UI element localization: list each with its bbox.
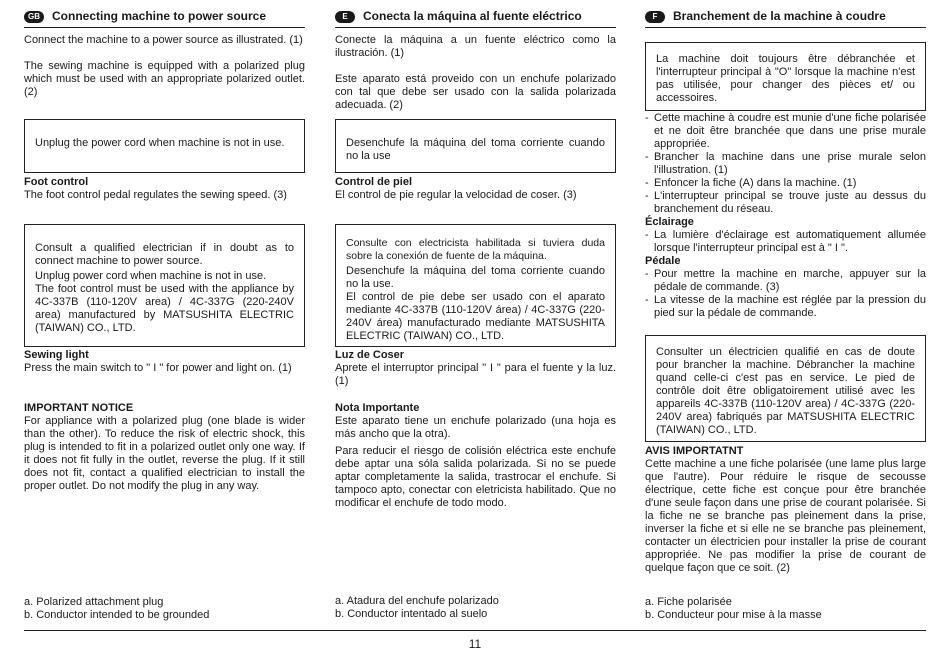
spanish-foot-control-title: Control de piel	[335, 176, 412, 188]
english-sewing-light-text: Press the main switch to " I " for power and light on. (1)	[24, 362, 292, 374]
french-heading	[645, 8, 926, 28]
english-notice-text: For appliance with a polarized plug (one blade is wider than the other). To reduce the risk of electric shock, this plug is intended to fit in a polarized outlet only one way. If it does not fit fully in the outlet, reverse the plug. If it still does not fit, contact a qualified electrician to install the proper outlet. Do not modify the plug in any way.	[24, 415, 305, 492]
spanish-intro	[335, 34, 616, 112]
french-unplug-text: La machine doit toujours être débranchée et l'interrupteur principal à "O" lorsque la machine n'est pas utilisée, pour changer des pièces et/ ou accessoires.	[656, 53, 915, 104]
spanish-legend-a: a. Atadura del enchufe polarizado	[335, 595, 499, 607]
spanish-polarized-text: Este aparato está proveido con un enchufe polarizado con tal que debe ser usado con la salida polarizada adecuada. (2)	[335, 73, 616, 111]
english-important-notice	[24, 402, 305, 493]
french-notice-title: AVIS IMPORTATNT	[645, 445, 744, 457]
english-sewing-light-title: Sewing light	[24, 349, 89, 361]
french-light-list	[645, 229, 926, 255]
list-item: - Enfoncer la fiche (A) dans la machine. (1)	[645, 177, 926, 190]
french-light-title: Éclairage	[645, 216, 694, 228]
language-badge-f: F	[645, 11, 665, 23]
english-foot-control-title: Foot control	[24, 176, 89, 188]
spanish-electrician-warning	[335, 224, 616, 347]
french-legend-a: a. Fiche polarisée	[645, 596, 732, 608]
french-legend-b: b. Conducteur pour mise à la masse	[645, 609, 822, 621]
spanish-title: Conecta la máquina al fuente eléctrico	[363, 9, 582, 23]
english-connect-text: Connect the machine to a power source as illustrated. (1)	[24, 34, 303, 46]
spanish-unplug-warning	[335, 119, 616, 173]
list-item: - L'interrupteur principal se trouve juste au dessus du branchement du réseau.	[645, 190, 926, 216]
spanish-notice-text-1: Este aparato tiene un enchufe polarizado (una hoja es más ancho que la otra).	[335, 415, 616, 440]
french-title: Branchement de la machine à coudre	[673, 9, 886, 23]
french-electrician-warning	[645, 335, 926, 442]
spanish-important-notice	[335, 402, 616, 510]
spanish-electrician-text: Consulte con electricista habilitada si tuviera duda sobre la conexión de fuente de la máquina.	[346, 237, 605, 262]
language-badge-gb: GB	[24, 11, 44, 23]
spanish-column	[335, 8, 616, 620]
spanish-heading	[335, 8, 616, 28]
french-column	[645, 8, 926, 621]
spanish-notice-title: Nota Importante	[335, 402, 420, 414]
spanish-unplug-again-text: Desenchufe la máquina del toma corriente cuando no la use.	[346, 265, 605, 290]
english-unplug-again-text: Unplug power cord when machine is not in use.	[35, 270, 267, 282]
english-foot-control-text: The foot control pedal regulates the sewing speed. (3)	[24, 189, 287, 201]
french-pedal-title: Pédale	[645, 255, 681, 267]
spanish-foot-control-text: El control de pie regular la velocidad de coser. (3)	[335, 189, 577, 201]
list-item: - La vitesse de la machine est réglée par la pression du pied sur la pédale de commande.	[645, 294, 926, 320]
english-notice-title: IMPORTANT NOTICE	[24, 402, 134, 414]
english-legend-b: b. Conductor intended to be grounded	[24, 609, 210, 621]
french-plug-legend	[645, 596, 926, 622]
spanish-notice-text-2: Para reducir el riesgo de colisión eléctrica este enchufe debe aptar una sóla salida polarizada. Si no se puede aptar completamente la salida, trastrocar el enchufe. Si tampoco apto, conectar con eletricista habilitado. Que no modificar el enchufe de todo modo.	[335, 445, 616, 509]
english-title: Connecting machine to power source	[52, 9, 267, 23]
language-badge-e: E	[335, 11, 355, 23]
french-electrician-text: Consulter un électricien qualifié en cas de doute pour brancher la machine. Débrancher la machine quand celle-ci c'est pas en service. Le pied de contrôle doit être obligatoirement utilisé avec les appareils 4C-337B (110-120V area) / 4C-337G (220-240V area) fabriqués par MATSUSHITA ELECTRIC (TAIWAN) CO., LTD.	[656, 346, 915, 436]
english-sewing-light	[24, 349, 305, 375]
english-appliance-text: The foot control must be used with the appliance by 4C-337B (110-120V area) / 4C-337G (220-240V area) manufactured by MATSUSHITA ELECTRIC (TAIWAN) CO., LTD.	[35, 283, 294, 334]
french-unplug-warning	[645, 42, 926, 111]
english-electrician-text: Consult a qualified electrician if in doubt as to connect machine to power source.	[35, 242, 294, 267]
list-item: - Pour mettre la machine en marche, appuyer sur la pédale de commande. (3)	[645, 268, 926, 294]
french-important-notice	[645, 445, 926, 575]
spanish-sewing-light-text: Aprete el interruptor principal " I " para el fuente y la luz. (1)	[335, 362, 616, 387]
english-legend-a: a. Polarized attachment plug	[24, 596, 164, 608]
page-number: 11	[468, 637, 482, 651]
french-pedal-list	[645, 268, 926, 320]
french-notice-text: Cette machine a une fiche polarisée (une lame plus large que l'autre). Pour réduire le risque de secousse électrique, cette fiche est conçue pour être branchée d'une seule façon dans une prise de courant polarisée. Si la fiche ne se branche pas pleinement dans la prise, inverser la fiche et si elle ne se branche pas pleinement, contacter un électricien pour installer la prise de courant appropriée. Ne pas modifier la prise de courant de quelque façon que ce soit. (2)	[645, 458, 926, 574]
spanish-foot-control	[335, 176, 616, 202]
spanish-legend-b: b. Conductor intentado al suelo	[335, 608, 488, 620]
english-foot-control	[24, 176, 305, 202]
footer-divider	[24, 630, 926, 631]
list-item: - Cette machine à coudre est munie d'une fiche polarisée et ne doit être branchée que dans une prise murale appropriée.	[645, 112, 926, 151]
spanish-appliance-text: El control de pie debe ser usado con el aparato mediante 4C-337B (110-120V área) / 4C-337G (220-240V área) manufacturado mediante MATSUSHITA ELECTRIC (TAIWAN) CO., LTD.	[346, 291, 605, 342]
list-item: - Brancher la machine dans une prise murale selon l'illustration. (1)	[645, 151, 926, 177]
english-intro	[24, 34, 305, 99]
english-heading	[24, 8, 305, 28]
english-unplug-warning	[24, 119, 305, 173]
spanish-plug-legend	[335, 595, 616, 621]
french-connection-section	[645, 112, 926, 320]
spanish-sewing-light	[335, 349, 616, 388]
list-item: - La lumière d'éclairage est automatiquement allumée lorsque l'interrupteur principal est à " I ".	[645, 229, 926, 255]
spanish-connect-text: Conecte la máquina a un fuente eléctrico como la ilustración. (1)	[335, 34, 616, 59]
english-electrician-warning	[24, 224, 305, 347]
english-plug-legend	[24, 596, 305, 622]
english-unplug-text: Unplug the power cord when machine is not in use.	[35, 137, 285, 149]
french-connection-list	[645, 112, 926, 216]
spanish-sewing-light-title: Luz de Coser	[335, 349, 405, 361]
english-polarized-text: The sewing machine is equipped with a polarized plug which must be used with an appropriate polarized outlet. (2)	[24, 60, 305, 98]
spanish-unplug-text: Desenchufe la máquina del toma corriente cuando no la use	[346, 137, 605, 162]
english-column	[24, 8, 305, 621]
